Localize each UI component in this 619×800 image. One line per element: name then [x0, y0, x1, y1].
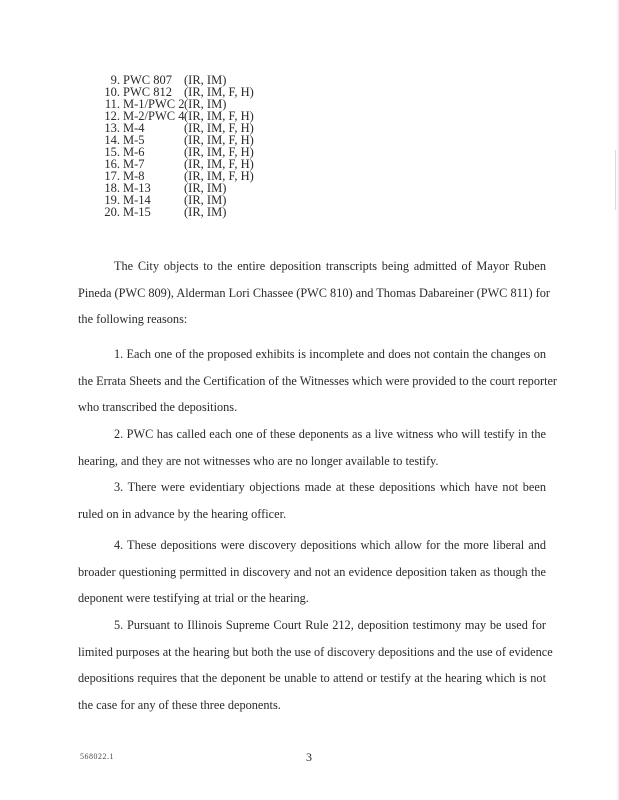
- reason-4-paragraph: [78, 532, 546, 612]
- reason-line: 3. There were evidentiary objections made at these depositions which have not been: [114, 480, 546, 494]
- reason-line: deponent were testifying at trial or the hearing.: [78, 591, 309, 605]
- reason-line: broader questioning permitted in discovery and not an evidence deposition taken as though the: [78, 564, 546, 579]
- exhibit-number: 15.: [104, 145, 120, 159]
- exhibit-number: 20.: [104, 205, 120, 219]
- exhibit-number: 14.: [104, 133, 120, 147]
- exhibit-label: PWC 812: [123, 85, 172, 99]
- exhibit-codes: (IR, IM): [184, 97, 227, 111]
- reason-5-paragraph: [78, 612, 553, 718]
- intro-line: The City objects to the entire deposition transcripts being admitted of Mayor Ruben: [114, 259, 546, 273]
- exhibit-item: [102, 205, 227, 219]
- exhibit-label: M-2/PWC 4: [123, 109, 185, 123]
- scan-edge-mark: [615, 150, 616, 210]
- exhibit-number: 16.: [104, 157, 120, 171]
- reason-line: 5. Pursuant to Illinois Supreme Court Rule 212, deposition testimony may be used for: [114, 618, 546, 632]
- document-id: 568022.1: [80, 752, 114, 761]
- exhibit-label: M-4: [123, 121, 145, 135]
- exhibit-list: [102, 73, 254, 219]
- reason-1-paragraph: [78, 341, 558, 421]
- reason-3-paragraph: [78, 474, 546, 527]
- reason-line: hearing, and they are not witnesses who are no longer available to testify.: [78, 453, 439, 468]
- exhibit-codes: (IR, IM): [184, 181, 227, 195]
- exhibit-codes: (IR, IM): [184, 193, 227, 207]
- exhibit-codes: (IR, IM, F, H): [184, 169, 254, 183]
- reason-line: 2. PWC has called each one of these deponents as a live witness who will testify in the: [114, 427, 546, 441]
- exhibit-number: 17.: [104, 169, 120, 183]
- reason-line: 1. Each one of the proposed exhibits is incomplete and does not contain the changes on: [114, 347, 546, 361]
- exhibit-codes: (IR, IM, F, H): [184, 157, 254, 171]
- exhibit-codes: (IR, IM, F, H): [184, 109, 254, 123]
- exhibit-number: 9.: [110, 73, 120, 87]
- reason-line: ruled on in advance by the hearing officer.: [78, 506, 287, 521]
- exhibit-label: M-14: [123, 193, 151, 207]
- reason-2-paragraph: [78, 421, 546, 474]
- exhibit-number: 18.: [104, 181, 120, 195]
- reason-line: the Errata Sheets and the Certification of the Witnesses which were provided to the court reporter: [78, 373, 558, 388]
- exhibit-number: 10.: [104, 85, 120, 99]
- exhibit-label: M-15: [123, 205, 151, 219]
- exhibit-label: M-8: [123, 169, 145, 183]
- reason-line: who transcribed the depositions.: [78, 400, 238, 414]
- exhibit-number: 11.: [104, 97, 120, 111]
- exhibit-label: PWC 807: [123, 73, 172, 87]
- exhibit-codes: (IR, IM, F, H): [184, 145, 254, 159]
- exhibit-label: M-5: [123, 133, 145, 147]
- exhibit-number: 12.: [104, 109, 120, 123]
- exhibit-number: 19.: [104, 193, 120, 207]
- exhibit-codes: (IR, IM): [184, 205, 227, 219]
- reason-line: depositions requires that the deponent be unable to attend or testify at the hearing which is not: [78, 671, 546, 685]
- intro-line: the following reasons:: [78, 312, 188, 326]
- page-number: 3: [306, 750, 312, 764]
- exhibit-codes: (IR, IM, F, H): [184, 85, 254, 99]
- reason-line: the case for any of these three deponents.: [78, 697, 281, 712]
- reason-line: limited purposes at the hearing but both the use of discovery depositions and the use of evidence: [78, 644, 553, 659]
- exhibit-label: M-1/PWC 2: [123, 97, 185, 111]
- exhibit-codes: (IR, IM, F, H): [184, 133, 254, 147]
- exhibit-label: M-13: [123, 181, 151, 195]
- exhibit-number: 13.: [104, 121, 120, 135]
- exhibit-label: M-6: [123, 145, 145, 159]
- exhibit-label: M-7: [123, 157, 145, 171]
- reason-line: 4. These depositions were discovery depositions which allow for the more liberal and: [114, 538, 546, 552]
- exhibit-codes: (IR, IM, F, H): [184, 121, 254, 135]
- intro-paragraph: [78, 253, 550, 333]
- exhibit-codes: (IR, IM): [184, 73, 227, 87]
- intro-line: Pineda (PWC 809), Alderman Lori Chassee (PWC 810) and Thomas Dabareiner (PWC 811) for: [78, 285, 550, 300]
